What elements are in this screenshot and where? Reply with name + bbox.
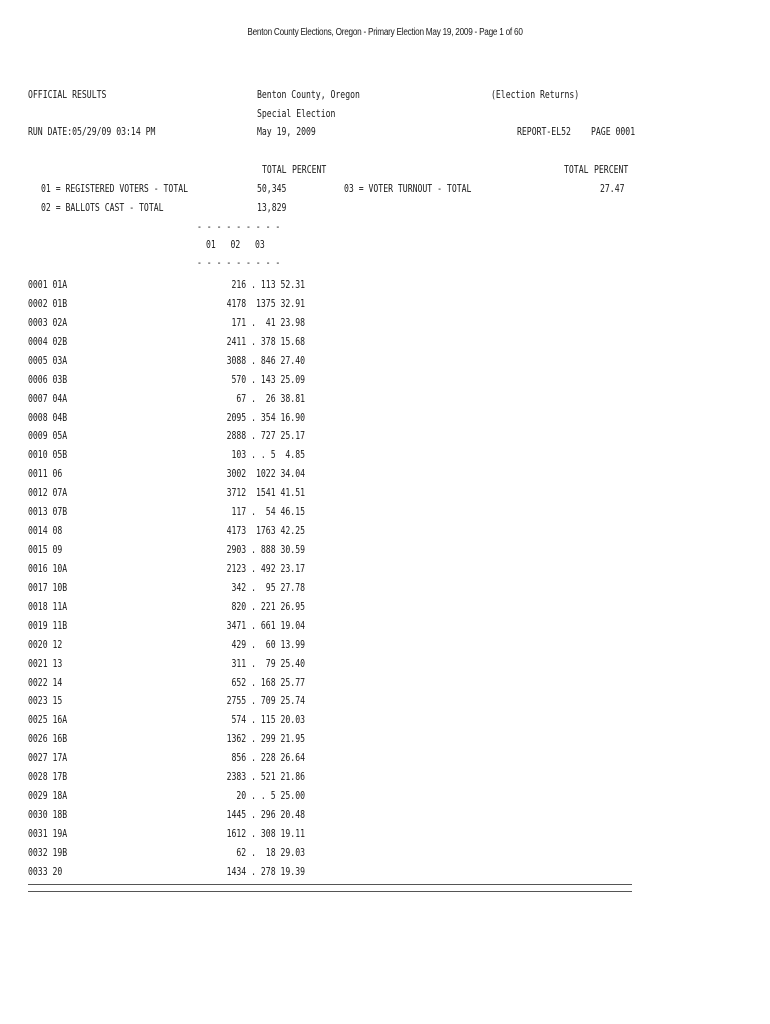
precinct-values: 2383 . 521 21.86 (226, 770, 305, 784)
column-divider-top: - - - - - - - - - (197, 220, 281, 233)
voter-turnout-value: 27.47 (600, 182, 625, 195)
precinct-id: 0006 03B (28, 372, 68, 386)
official-results-label: OFFICIAL RESULTS (28, 88, 107, 101)
precinct-values: 2755 . 709 25.74 (226, 694, 305, 708)
precinct-id: 0011 06 (28, 467, 63, 481)
precinct-id: 0033 20 (28, 864, 63, 878)
precinct-id: 0008 04B (28, 410, 68, 424)
ballots-cast-label: 02 = BALLOTS CAST - TOTAL (41, 201, 164, 214)
registered-voters-value: 50,345 (257, 182, 287, 195)
precinct-id: 0014 08 (28, 524, 63, 538)
ballots-cast-value: 13,829 (257, 201, 287, 214)
precinct-values: 171 . 41 23.98 (231, 315, 305, 329)
precinct-id: 0018 11A (28, 599, 68, 613)
precinct-id: 0029 18A (28, 789, 68, 803)
precinct-values: 574 . 115 20.03 (231, 713, 305, 727)
precinct-values: 2888 . 727 25.17 (226, 429, 305, 443)
precinct-values: 216 . 113 52.31 (231, 278, 305, 291)
precinct-id: 0022 14 (28, 675, 63, 689)
precinct-values: 311 . 79 25.40 (231, 656, 305, 670)
precinct-values: 20 . . 5 25.00 (236, 789, 305, 803)
page-header: Benton County Elections, Oregon - Primary Election May 19, 2009 - Page 1 of 60 (247, 27, 523, 38)
precinct-id: 0009 05A (28, 429, 68, 443)
precinct-id: 0019 11B (28, 618, 68, 632)
precinct-id: 0023 15 (28, 694, 63, 708)
precinct-id: 0015 09 (28, 543, 63, 557)
precinct-values: 62 . 18 29.03 (236, 845, 305, 859)
precinct-values: 3088 . 846 27.40 (226, 353, 305, 367)
precinct-id: 0002 01B (28, 296, 68, 310)
precinct-id: 0031 19A (28, 826, 68, 840)
precinct-values: 2095 . 354 16.90 (226, 410, 305, 424)
election-date: May 19, 2009 (257, 125, 316, 138)
precinct-values: 429 . 60 13.99 (231, 637, 305, 651)
precinct-values: 103 . . 5 4.85 (231, 448, 305, 462)
precinct-id: 0028 17B (28, 770, 68, 784)
precinct-values: 1612 . 308 19.11 (226, 826, 305, 840)
column-headers: 01 02 03 (206, 238, 265, 251)
precinct-id: 0030 18B (28, 808, 68, 822)
report-id: REPORT-EL52 (517, 125, 571, 138)
precinct-values: 342 . 95 27.78 (231, 580, 305, 594)
precinct-values: 1434 . 278 19.39 (226, 864, 305, 878)
end-rule (28, 884, 632, 892)
county-name: Benton County, Oregon (257, 88, 360, 101)
precinct-id: 0021 13 (28, 656, 63, 670)
precinct-values: 570 . 143 25.09 (231, 372, 305, 386)
precinct-values: 2411 . 378 15.68 (226, 334, 305, 348)
summary-percent-header: PERCENT (292, 163, 327, 176)
precinct-id: 0003 02A (28, 315, 68, 329)
election-returns-label: (Election Returns) (491, 88, 580, 101)
precinct-id: 0010 05B (28, 448, 68, 462)
summary-total-header: TOTAL (262, 163, 287, 176)
precinct-values: 4173 1763 42.25 (226, 524, 305, 538)
precinct-id: 0020 12 (28, 637, 63, 651)
precinct-values: 67 . 26 38.81 (236, 391, 305, 405)
precinct-id: 0007 04A (28, 391, 68, 405)
turnout-percent-header: PERCENT (594, 163, 629, 176)
precinct-id: 0032 19B (28, 845, 68, 859)
precinct-id: 0016 10A (28, 561, 68, 575)
precinct-id: 0025 16A (28, 713, 68, 727)
precinct-values: 652 . 168 25.77 (231, 675, 305, 689)
precinct-id: 0027 17A (28, 751, 68, 765)
precinct-values: 2123 . 492 23.17 (226, 561, 305, 575)
column-divider-bottom: - - - - - - - - - (197, 256, 281, 269)
page-number: PAGE 0001 (591, 125, 636, 138)
precinct-id: 0026 16B (28, 732, 68, 746)
precinct-id: 0004 02B (28, 334, 68, 348)
precinct-values: 3712 1541 41.51 (226, 486, 305, 500)
precinct-values: 820 . 221 26.95 (231, 599, 305, 613)
precinct-values: 856 . 228 26.64 (231, 751, 305, 765)
registered-voters-label: 01 = REGISTERED VOTERS - TOTAL (41, 182, 189, 195)
turnout-total-header: TOTAL (564, 163, 589, 176)
precinct-values: 2903 . 888 30.59 (226, 543, 305, 557)
precinct-id: 0013 07B (28, 505, 68, 519)
precinct-id: 0017 10B (28, 580, 68, 594)
voter-turnout-label: 03 = VOTER TURNOUT - TOTAL (344, 182, 472, 195)
precinct-id: 0001 01A (28, 278, 68, 291)
precinct-values: 4178 1375 32.91 (226, 296, 305, 310)
election-type: Special Election (257, 107, 336, 120)
precinct-values: 3002 1022 34.04 (226, 467, 305, 481)
precinct-values: 1445 . 296 20.48 (226, 808, 305, 822)
precinct-values: 3471 . 661 19.04 (226, 618, 305, 632)
precinct-id: 0005 03A (28, 353, 68, 367)
precinct-values: 1362 . 299 21.95 (226, 732, 305, 746)
run-date: RUN DATE:05/29/09 03:14 PM (28, 125, 156, 138)
precinct-values: 117 . 54 46.15 (231, 505, 305, 519)
precinct-id: 0012 07A (28, 486, 68, 500)
